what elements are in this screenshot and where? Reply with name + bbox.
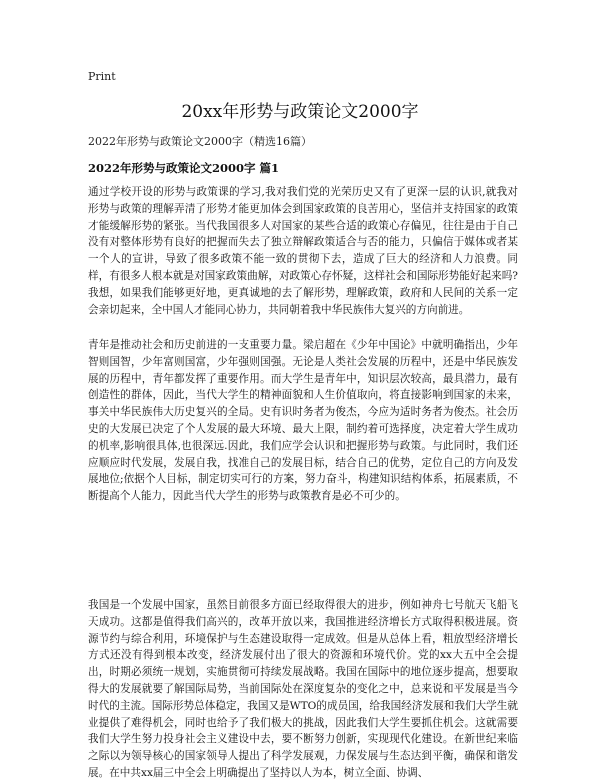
section-heading: 2022年形势与政策论文2000字 篇1	[88, 161, 280, 175]
paragraph-1: 通过学校开设的形势与政策课的学习,我对我们党的光荣历史又有了更深一层的认识,就我对形势与政策的理解弄清了形势才能更加体会到国家政策的良苦用心，坚信并支持国家的政策才能缓解形势的紧张。当代我国很多人对国家的某些合适的政策心存偏见，往往是由于自己没有对整体形势有良好的把握而失去了独立辩解政策适合与否的能力，只偏信于媒体或者某一个人的宣讲，导致了很多政策不能一致的贯彻下去，造成了巨大的经济和人力浪费。同样，有很多人根本就是对国家政策曲解，对政策心存怀疑，这样社会和国际形势能好起来吗?我想，如果我们能够更好地，更真诚地的去了解形势，理解政策，政府和人民间的关系一定会亲切起来，全中国人才能同心协力，共同朝着我中华民族伟大复兴的方向前进。	[88, 186, 518, 316]
paragraph-2: 青年是推动社会和历史前进的一支重要力量。梁启超在《少年中国论》中就明确指出，少年智则国智，少年富则国富，少年强则国强。无论是人类社会发展的历程中，还是中华民族发展的历程中，青年都发挥了重要作用。而大学生是青年中，知识层次较高，最具潜力，最有创造性的群体，因此，当代大学生的精神面貌和人生价值取向，将直接影响到国家的未来，事关中华民族伟大历史复兴的全局。史有识时务者为俊杰，今应为适时务者为俊杰。社会历史的大发展已决定了个人发展的最大环境、最大上限，制约着可选择度，决定着大学生成功的机率,影响很具体,也很深远.因此，我们应学会认识和把握形势与政策。与此同时，我们还应顺应时代发展，发展自我，找准自己的发展目标，结合自己的优势，定位自己的方向及发展地位;依据个人目标，制定切实可行的方案，努力奋斗，构建知识结构体系，拓展素质，不断提高个人能力，因此当代大学生的形势与政策教育是必不可少的。	[88, 339, 518, 503]
document-subtitle: 2022年形势与政策论文2000字（精选16篇）	[88, 135, 312, 148]
paragraph-3: 我国是一个发展中国家，虽然目前很多方面已经取得很大的进步，例如神舟七号航天飞船飞天成功。这都是值得我们高兴的，改革开放以来，我国推进经济增长方式取得积极进展。资源节约与综合利用，环境保护与生态建设取得一定成效。但是从总体上看，粗放型经济增长方式还没有得到根本改变，经济发展付出了很大的资源和环境代价。党的xx大五中全会提出，时期必须统一规划，实施贯彻可持续发展战略。我国在国际中的地位逐步提高，想要取得大的发展就要了解国际局势，当前国际处在深度复杂的变化之中，总来说和平发展是当今时代的主流。国际形势总体稳定，我国又是WTO的成员国，给我国经济发展和我们大学生就业提供了难得机会，同时也给予了我们极大的挑战，因此我们大学生要抓住机会。这就需要我们大学生努力投身社会主义建设中去，要不断努力创新，实现现代化建设。在新世纪来临之际以为领导核心的国家领导人提出了科学发展观，力保发展与生态达到平衡，确保和谐发展。在中共xx届三中全会上明确提出了坚持以人为本，树立全面、协调、	[88, 599, 518, 779]
document-title: 20xx年形势与政策论文2000字	[181, 102, 419, 122]
print-label[interactable]: Print	[88, 70, 116, 83]
